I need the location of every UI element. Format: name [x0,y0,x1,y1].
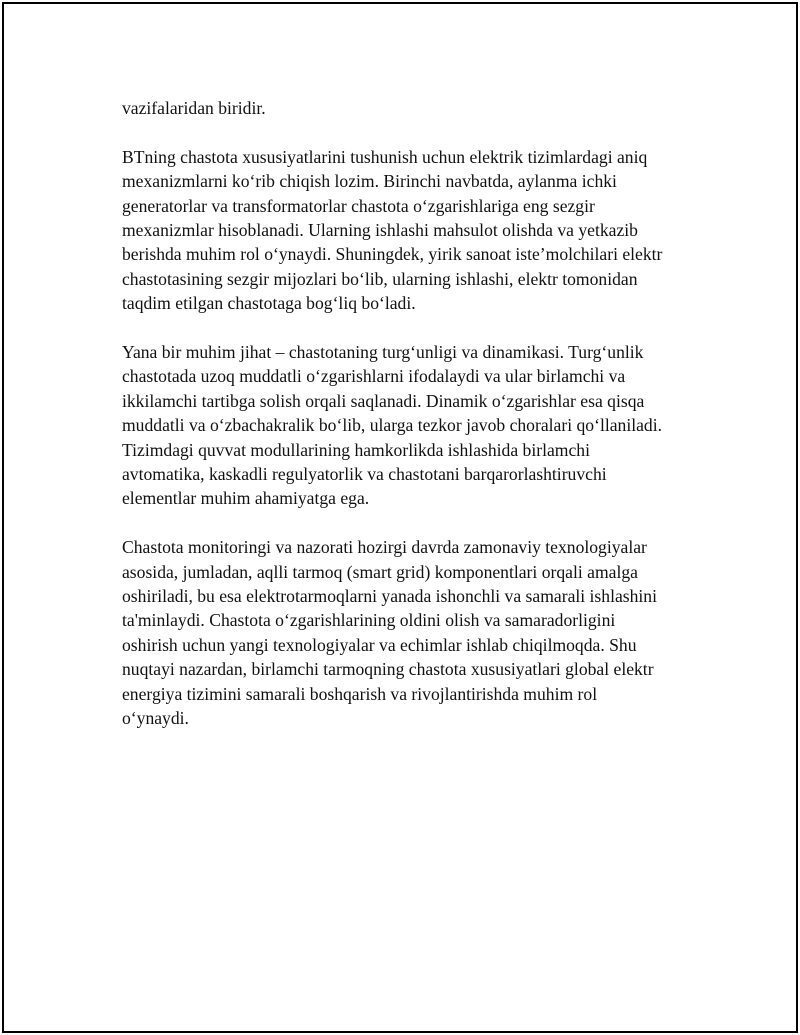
text-line: Yana bir muhim jihat – chastotaning turg‘unligi va dinamikasi. Turg‘unlik [122,342,644,363]
text-line: energiya tizimini samarali boshqarish va rivojlantirishda muhim rol [122,683,598,704]
text-line: generatorlar va transformatorlar chastota o‘zgarishlariga eng sezgir [122,195,595,216]
page-frame [2,2,798,1033]
paragraph-2 [122,145,712,316]
text-line: oshirish uchun yangi texnologiyalar va echimlar ishlab chiqilmoqda. Shu [122,634,637,655]
text-line: nuqtayi nazardan, birlamchi tarmoqning chastota xususiyatlari global elektr [122,659,654,680]
text-line: muddatli va o‘zbachakralik bo‘lib, ularga tezkor javob choralari qo‘llaniladi. [122,415,662,436]
text-line: berishda muhim rol o‘ynaydi. Shuningdek, yirik sanoat iste’molchilari elektr [122,244,663,265]
text-line: vazifalaridan biridir. [122,98,266,118]
text-line: mexanizmlarni ko‘rib chiqish lozim. Birinchi navbatda, aylanma ichki [122,171,617,192]
text-line: taqdim etilgan chastotaga bog‘liq bo‘ladi. [122,293,416,314]
paragraph-1 [122,96,712,120]
text-line: ta'minlaydi. Chastota o‘zgarishlarining oldini olish va samaradorligini [122,610,616,631]
text-line: elementlar muhim ahamiyatga ega. [122,488,370,509]
text-line: Chastota monitoringi va nazorati hozirgi davrda zamonaviy texnologiyalar [122,537,647,558]
text-line: avtomatika, kaskadli regulyatorlik va chastotani barqarorlashtiruvchi [122,464,607,485]
text-line: chastotada uzoq muddatli o‘zgarishlarni ifodalaydi va ular birlamchi va [122,366,626,387]
document-body [122,96,712,755]
text-line: asosida, jumladan, aqlli tarmoq (smart grid) komponentlari orqali amalga [122,561,638,582]
text-line: oshiriladi, bu esa elektrotarmoqlarni yanada ishonchli va samarali ishlashini [122,586,657,607]
text-line: ikkilamchi tartibga solish orqali saqlanadi. Dinamik o‘zgarishlar esa qisqa [122,390,645,411]
paragraph-3 [122,340,712,511]
text-line: chastotasining sezgir mijozlari bo‘lib, ularning ishlashi, elektr tomonidan [122,268,638,289]
text-line: o‘ynaydi. [122,708,189,729]
text-line: BTning chastota xususiyatlarini tushunish uchun elektrik tizimlardagi aniq [122,146,648,167]
text-line: Tizimdagi quvvat modullarining hamkorlikda ishlashida birlamchi [122,439,590,460]
paragraph-4 [122,535,712,730]
text-line: mexanizmlar hisoblanadi. Ularning ishlashi mahsulot olishda va yetkazib [122,220,638,241]
